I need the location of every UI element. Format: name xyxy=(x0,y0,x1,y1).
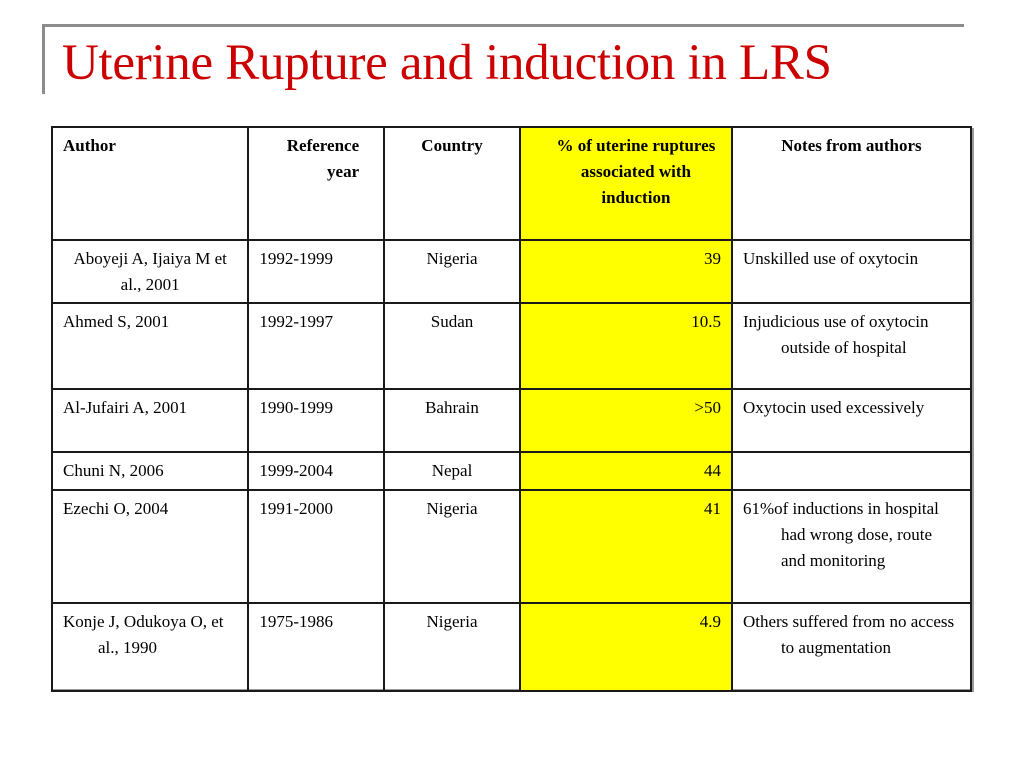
cell-year: 1992-1999 xyxy=(248,240,384,303)
cell-author xyxy=(52,603,248,691)
notes-text: Others suffered from no access to augmentation xyxy=(742,612,955,657)
cell-percent: 44 xyxy=(520,452,732,490)
cell-country: Bahrain xyxy=(384,389,520,452)
cell-notes xyxy=(732,389,971,452)
cell-notes xyxy=(732,240,971,303)
uterine-rupture-studies-table xyxy=(51,126,972,692)
cell-percent: 10.5 xyxy=(520,303,732,389)
cell-author: Al-Jufairi A, 2001 xyxy=(52,389,248,452)
cell-country: Nigeria xyxy=(384,603,520,691)
cell-notes xyxy=(732,303,971,389)
cell-notes xyxy=(732,452,971,490)
slide-frame-top-rule xyxy=(42,24,964,27)
cell-year: 1999-2004 xyxy=(248,452,384,490)
header-country: Country xyxy=(384,127,520,240)
slide-frame-left-rule xyxy=(42,24,45,94)
cell-author: Chuni N, 2006 xyxy=(52,452,248,490)
cell-country: Nepal xyxy=(384,452,520,490)
header-percent-ruptures: % of uterine ruptures associated with induction xyxy=(520,127,732,240)
cell-percent: >50 xyxy=(520,389,732,452)
header-author: Author xyxy=(52,127,248,240)
cell-year: 1990-1999 xyxy=(248,389,384,452)
table-row xyxy=(52,240,971,303)
cell-percent: 4.9 xyxy=(520,603,732,691)
table-header-row xyxy=(52,127,971,240)
table-row xyxy=(52,490,971,603)
cell-year: 1975-1986 xyxy=(248,603,384,691)
cell-year: 1991-2000 xyxy=(248,490,384,603)
cell-country: Nigeria xyxy=(384,240,520,303)
table-shadow-right xyxy=(972,128,974,692)
cell-percent: 41 xyxy=(520,490,732,603)
header-reference-year: Reference year xyxy=(248,127,384,240)
table-row xyxy=(52,389,971,452)
table-row xyxy=(52,603,971,691)
author-text: Konje J, Odukoya O, et al., 1990 xyxy=(63,612,224,657)
notes-text: Injudicious use of oxytocin outside of hospital xyxy=(742,312,929,357)
table-row xyxy=(52,452,971,490)
cell-author: Ahmed S, 2001 xyxy=(52,303,248,389)
notes-text: 61%of inductions in hospital had wrong dose, route and monitoring xyxy=(742,499,939,570)
notes-text: Unskilled use of oxytocin xyxy=(742,249,919,268)
cell-notes xyxy=(732,490,971,603)
cell-author: Ezechi O, 2004 xyxy=(52,490,248,603)
header-notes: Notes from authors xyxy=(732,127,971,240)
cell-year: 1992-1997 xyxy=(248,303,384,389)
slide-title: Uterine Rupture and induction in LRS xyxy=(62,35,832,91)
studies-table-container xyxy=(51,126,972,692)
notes-text: Oxytocin used excessively xyxy=(742,398,925,417)
cell-author: Aboyeji A, Ijaiya M et al., 2001 xyxy=(52,240,248,303)
table-row xyxy=(52,303,971,389)
cell-country: Sudan xyxy=(384,303,520,389)
cell-country: Nigeria xyxy=(384,490,520,603)
cell-percent: 39 xyxy=(520,240,732,303)
cell-notes xyxy=(732,603,971,691)
